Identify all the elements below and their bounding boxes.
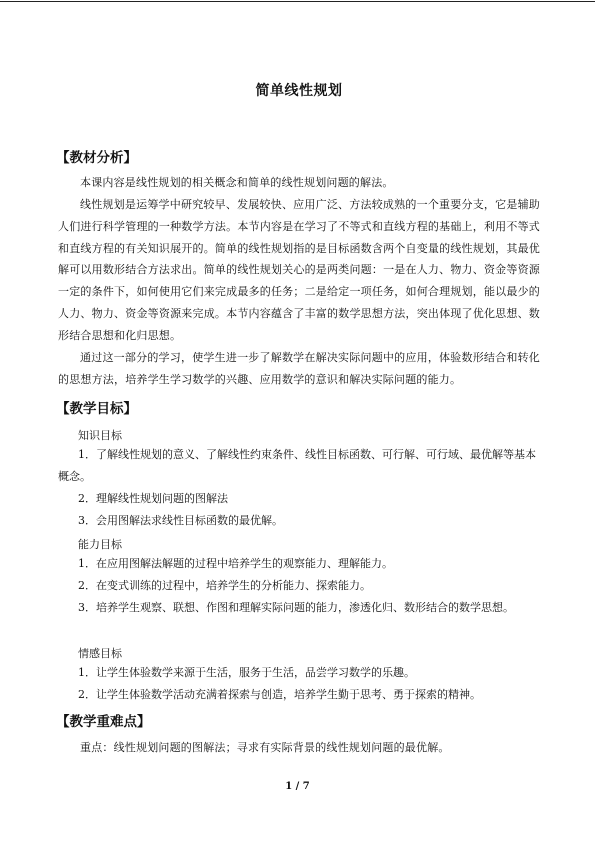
analysis-paragraph-1: 本课内容是线性规划的相关概念和简单的线性规划问题的解法。 bbox=[80, 176, 394, 189]
knowledge-goal-2: 2．理解线性规划问题的图解法 bbox=[78, 492, 228, 505]
ability-goal-1: 1．在应用图解法解题的过程中培养学生的观察能力、理解能力。 bbox=[78, 557, 393, 570]
page-number: 1 / 7 bbox=[285, 781, 310, 792]
knowledge-goal-3: 3．会用图解法求线性目标函数的最优解。 bbox=[78, 514, 283, 527]
section-heading-goals: 【教学目标】 bbox=[56, 401, 137, 417]
analysis-paragraph-3: 通过这一部分的学习，使学生进一步了解数学在解决实际问题中的应用，体验数形结合和转化的思想方法，培养学生学习数学的兴趣、应用数学的意识和解决实际问题的能力。 bbox=[58, 351, 540, 386]
ability-goal-3: 3．培养学生观察、联想、作图和理解实际问题的能力，渗透化归、数形结合的数学思想。 bbox=[78, 601, 514, 614]
emotion-goals-label: 情感目标 bbox=[78, 647, 122, 660]
emotion-goal-1: 1．让学生体验数学来源于生活，服务于生活，品尝学习数学的乐趣。 bbox=[78, 666, 415, 679]
section-heading-key-points: 【教学重难点】 bbox=[56, 714, 151, 730]
emotion-goal-2: 2．让学生体验数学活动充满着探索与创造，培养学生勤于思考、勇于探索的精神。 bbox=[78, 688, 481, 701]
knowledge-goal-1: 1．了解线性规划的意义、了解线性约束条件、线性目标函数、可行解、可行域、最优解等基本概念。 bbox=[58, 448, 536, 483]
ability-goal-2: 2．在变式训练的过程中，培养学生的分析能力、探索能力。 bbox=[78, 579, 371, 592]
section-heading-analysis: 【教材分析】 bbox=[56, 150, 137, 166]
ability-goals-label: 能力目标 bbox=[78, 538, 122, 551]
analysis-paragraph-2: 线性规划是运筹学中研究较早、发展较快、应用广泛、方法较成熟的一个重要分支，它是辅助人们进行科学管理的一种数学方法。本节内容是在学习了不等式和直线方程的基础上，利用不等式和直线方程的有关知识展开的。简单的线性规划指的是目标函数含两个自变量的线性规划，其最优解可以用数形结合方法求出。简单的线性规划关心的是两类问题：一是在人力、物力、资金等资源一定的条件下，如何使用它们来完成最多的任务；二是给定一项任务，如何合理规划，能以最少的人力、物力、资金等资源来完成。本节内容蕴含了丰富的数学思想方法，突出体现了优化思想、数形结合思想和化归思想。 bbox=[58, 198, 540, 342]
header-rule bbox=[0, 1, 595, 2]
knowledge-goals-label: 知识目标 bbox=[78, 429, 122, 442]
document-title: 简单线性规划 bbox=[255, 83, 343, 99]
key-points-paragraph: 重点：线性规划问题的图解法；寻求有实际背景的线性规划问题的最优解。 bbox=[80, 741, 450, 754]
